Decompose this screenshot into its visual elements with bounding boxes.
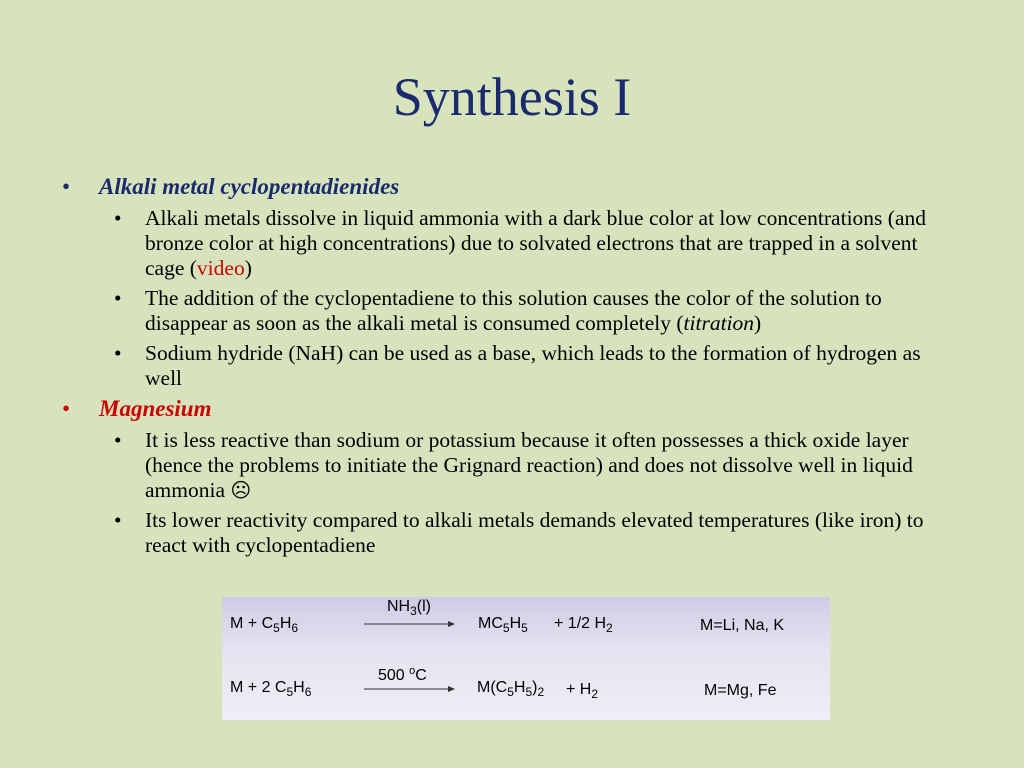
heading-alkali-metal [0, 174, 959, 200]
heading-text: Alkali metal cyclopentadienides [99, 174, 400, 199]
video-link[interactable]: video [196, 256, 245, 280]
bullet: • [62, 174, 71, 199]
item-text-end: ) [754, 311, 762, 335]
list-item [0, 428, 945, 503]
bullet: • [114, 508, 122, 532]
bullet: • [114, 341, 122, 365]
bullet: • [114, 286, 122, 310]
reaction2-note: M=Mg, Fe [704, 682, 777, 699]
slide-title: Synthesis I [392, 67, 632, 127]
slide-content [0, 174, 1024, 563]
reaction2-product: $M(C_5H_5)_2$ [477, 679, 545, 699]
reaction2-reactants: M + 2 $C_5H_6$ [230, 679, 312, 699]
heading-magnesium [0, 396, 959, 422]
reaction1-product: $MC_5H_5$ [478, 615, 528, 635]
reaction-scheme [222, 597, 830, 720]
reaction2-arrow [364, 685, 456, 693]
item-text: The addition of the cyclopentadiene to this solution causes the color of the solution to disappear as soon as the alkali metal is consumed completely ( [145, 286, 882, 335]
item-text: Alkali metals dissolve in liquid ammonia with a dark blue color at low concentrations (and bronze color at high concentrations) due to solvated electrons that are trapped in a solvent cage ( [145, 206, 926, 280]
item-text: Its lower reactivity compared to alkali metals demands elevated temperatures (like iron) to react with cyclopentadiene [145, 508, 924, 557]
reaction1-byproduct: + 1/2 $H_2$ [554, 615, 613, 635]
list-item [0, 286, 945, 336]
reaction2-condition: 500 $^o$C [378, 665, 427, 684]
sad-face-icon: ☹ [230, 478, 252, 502]
item-text-end: ) [244, 256, 252, 280]
list-item [0, 508, 945, 558]
item-text: It is less reactive than sodium or potassium because it often possesses a thick oxide layer (hence the problems to initiate the Grignard reaction) and does not dissolve well in liquid ammonia [145, 428, 913, 502]
bullet: • [62, 396, 71, 421]
reaction1-reactants: $M + C_5H_6$ [230, 615, 299, 635]
reaction2-byproduct: + $H_2$ [566, 681, 599, 701]
reaction1-arrow [364, 620, 456, 628]
heading-text: Magnesium [99, 396, 212, 421]
bullet: • [114, 206, 122, 230]
list-item [0, 341, 945, 391]
list-item [0, 206, 945, 281]
reaction1-condition: $NH_3(l)$ [387, 598, 432, 618]
titration-term: titration [683, 311, 755, 335]
reaction1-note: M=Li, Na, K [700, 617, 785, 634]
item-text: Sodium hydride (NaH) can be used as a base, which leads to the formation of hydrogen as well [145, 341, 921, 390]
bullet: • [114, 428, 122, 452]
